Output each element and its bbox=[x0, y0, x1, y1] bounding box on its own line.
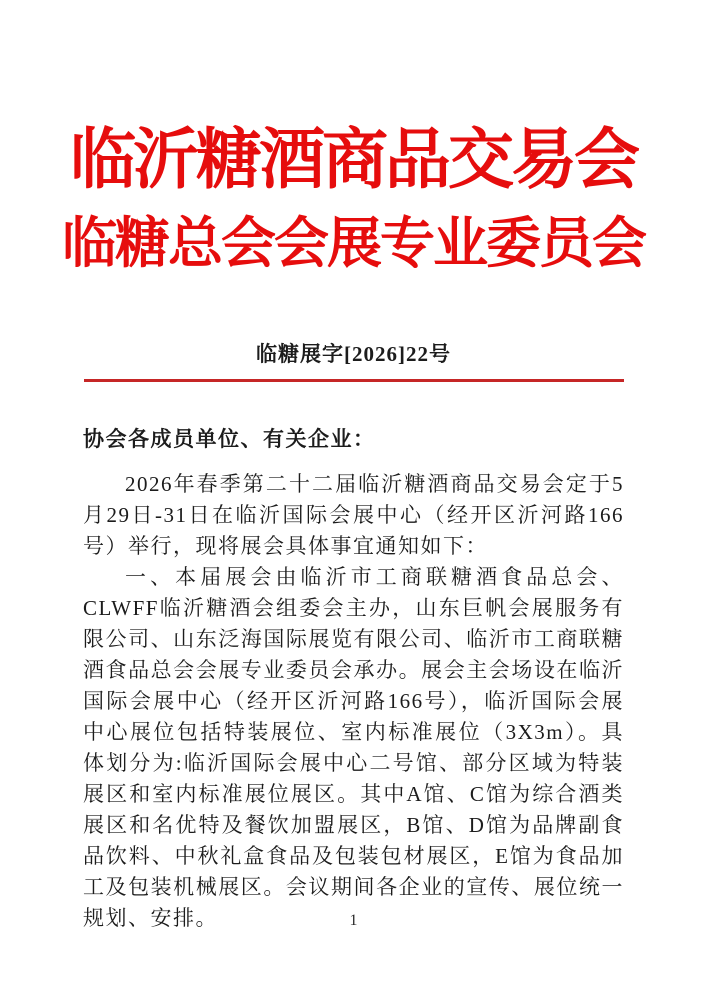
document-body bbox=[83, 424, 624, 934]
page-number: 1 bbox=[349, 912, 358, 929]
org-title-line2: 临糖总会会展专业委员会 bbox=[61, 212, 645, 274]
page-footer bbox=[0, 912, 707, 930]
paragraph-intro: 2026年春季第二十二届临沂糖酒商品交易会定于5月29日-31日在临沂国际会展中心（经开区沂河路166号）举行，现将展会具体事宜通知如下： bbox=[83, 471, 624, 558]
paragraph-item-one: 一、本届展会由临沂市工商联糖酒食品总会、CLWFF临沂糖酒会组委会主办，山东巨帆会展服务有限公司、山东泛海国际展览有限公司、临沂市工商联糖酒食品总会会展专业委员会承办。展会主会场设在临沂国际会展中心（经开区沂河路166号），临沂国际会展中心展位包括特装展位、室内标准展位（3X3m）。具体划分为:临沂国际会展中心二号馆、部分区域为特装展区和室内标准展位展区。其中A馆、C馆为综合酒类展区和名优特及餐饮加盟展区，B馆、D馆为品牌副食品饮料、中秋礼盒食品及包装包材展区，E馆为食品加工及包装机械展区。会议期间各企业的宣传、展位统一规划、安排。 bbox=[83, 564, 624, 930]
red-divider-line bbox=[84, 379, 624, 382]
document-number: 临糖展字[2026]22号 bbox=[256, 341, 451, 366]
letterhead bbox=[0, 0, 707, 382]
salutation-line: 协会各成员单位、有关企业： bbox=[83, 426, 376, 451]
org-title-line1: 临沂糖酒商品交易会 bbox=[70, 124, 637, 197]
